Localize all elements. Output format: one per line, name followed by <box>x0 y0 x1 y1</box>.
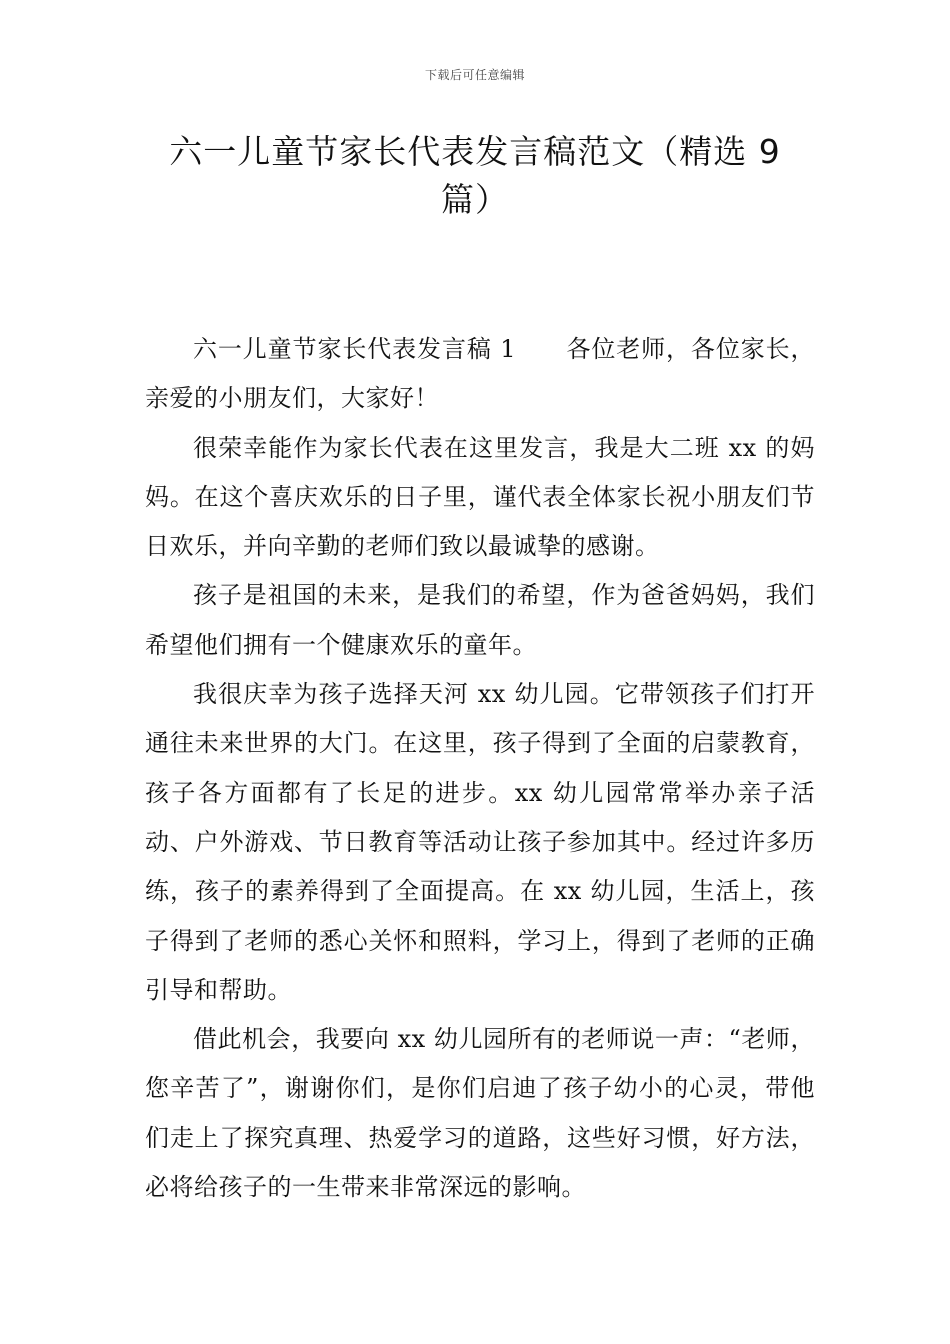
section-heading: 六一儿童节家长代表发言稿 1 <box>193 335 517 363</box>
header-note: 下载后可任意编辑 <box>424 68 525 82</box>
paragraph-1 <box>145 325 815 424</box>
paragraph-2: 很荣幸能作为家长代表在这里发言，我是大二班 xx 的妈妈。在这个喜庆欢乐的日子里，谨代表全体家长祝小朋友们节日欢乐，并向辛勤的老师们致以最诚挚的感谢。 <box>145 433 815 561</box>
paragraph-text: 各位老师，各位家长，亲爱的小朋友们，大家好！ <box>145 335 816 413</box>
document-body <box>145 325 815 1212</box>
paragraph-3: 孩子是祖国的未来，是我们的希望，作为爸爸妈妈，我们希望他们拥有一个健康欢乐的童年。 <box>145 581 815 659</box>
paragraph-4: 我很庆幸为孩子选择天河 xx 幼儿园。它带领孩子们打开通往未来世界的大门。在这里，孩子得到了全面的启蒙教育，孩子各方面都有了长足的进步。xx 幼儿园常常举办亲子活动、户外游戏、节日教育等活动让孩子参加其中。经过许多历练，孩子的素养得到了全面提高。在 xx 幼儿园，生活上，孩子得到了老师的悉心关怀和照料，学习上，得到了老师的正确引导和帮助。 <box>145 680 815 1004</box>
document-title: 六一儿童节家长代表发言稿范文（精选 9 篇） <box>169 132 781 219</box>
paragraph-5: 借此机会，我要向 xx 幼儿园所有的老师说一声：“老师，您辛苦了”，谢谢你们，是你们启迪了孩子幼小的心灵，带他们走上了探究真理、热爱学习的道路，这些好习惯，好方法，必将给孩子的一生带来非常深远的影响。 <box>145 1025 815 1202</box>
